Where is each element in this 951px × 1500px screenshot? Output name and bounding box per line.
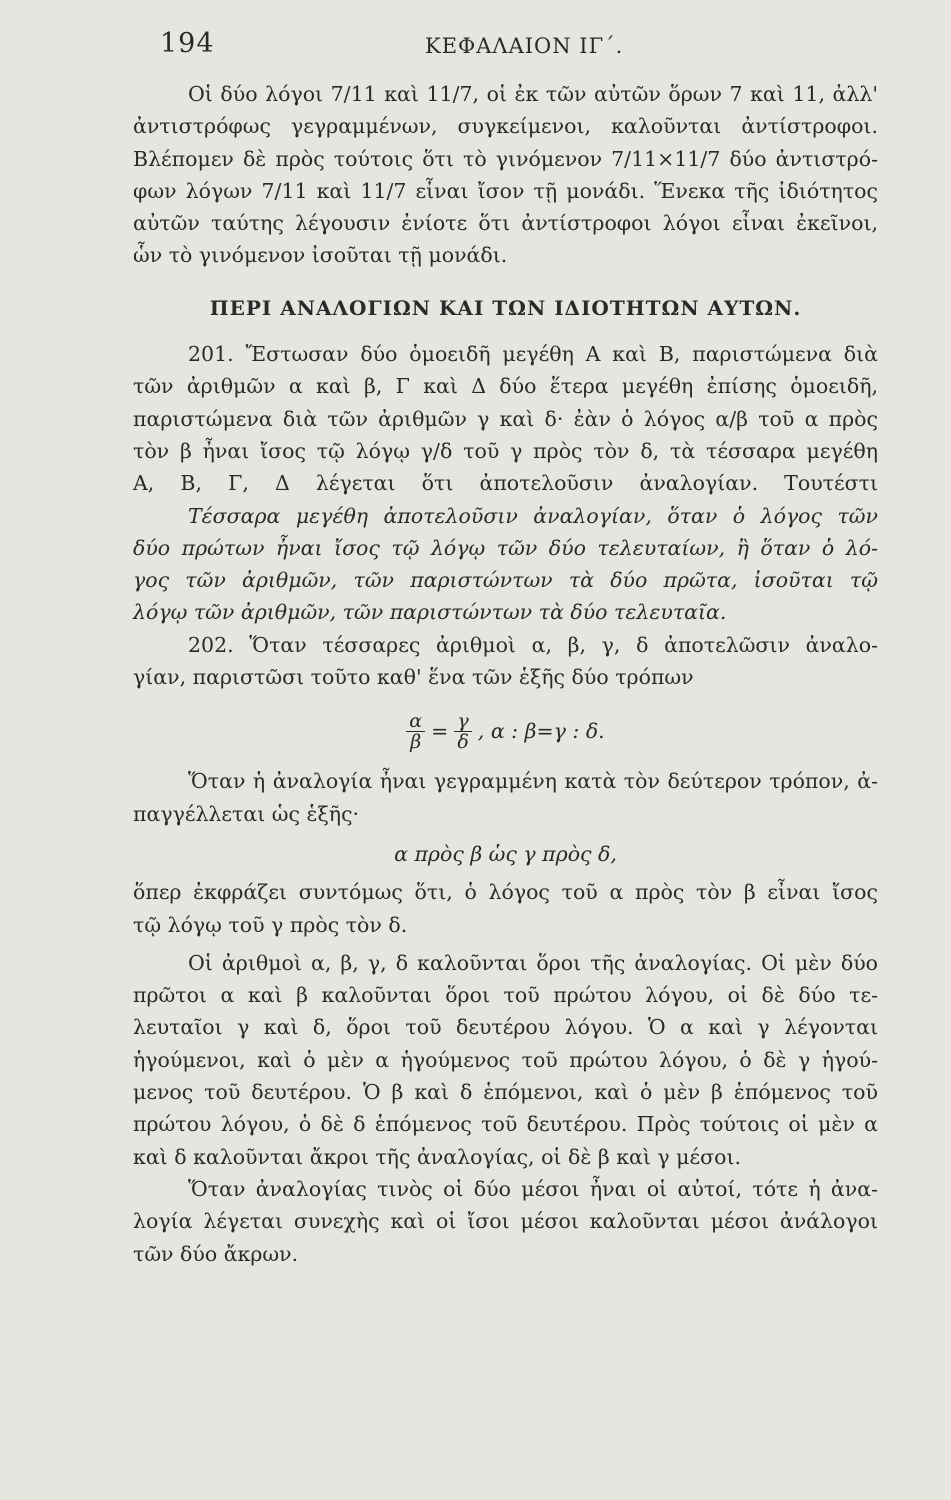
text-line: τῶν ἀριθμῶν α καὶ β, Γ καὶ Δ δύο ἕτερα μεγέθη ἐπίσης ὁμοειδῆ, xyxy=(133,374,878,399)
paragraph-continued-proportion xyxy=(133,1173,878,1270)
paragraph-201 xyxy=(133,338,878,499)
text-line: καὶ δ καλοῦνται ἄκροι τῆς ἀναλογίας, οἱ δὲ β καὶ γ μέσοι. xyxy=(133,1144,742,1169)
text-line: δύο πρώτων ἦναι ἴσος τῷ λόγῳ τῶν δύο τελευταίων, ἢ ὅταν ὁ λό- xyxy=(133,535,878,560)
text-line: τῶν δύο ἄκρων. xyxy=(133,1241,299,1266)
text-line: γίαν, παριστῶσι τοῦτο καθ' ἕνα τῶν ἑξῆς δύο τρόπων xyxy=(133,665,694,690)
text-line: λευταῖοι γ καὶ δ, ὅροι τοῦ δευτέρου λόγου. Ὁ α καὶ γ λέγονται xyxy=(133,1015,878,1040)
text-line: ὧν τὸ γινόμενον ἰσοῦται τῇ μονάδι. xyxy=(133,243,508,268)
text-line: πρώτου λόγου, ὁ δὲ δ ἑπόμενος τοῦ δευτέρου. Πρὸς τούτοις οἱ μὲν α xyxy=(133,1112,878,1137)
chapter-title: ΚΕΦΑΛΑΙΟΝ ΙΓ΄. xyxy=(425,34,624,58)
page-number: 194 xyxy=(160,28,215,59)
text-line: γος τῶν ἀριθμῶν, τῶν παριστώντων τὰ δύο πρῶτα, ἰσοῦται τῷ xyxy=(133,568,878,593)
text-line: παριστώμενα διὰ τῶν ἀριθμῶν γ καὶ δ· ἐὰν ὁ λόγος α/β τοῦ α πρὸς xyxy=(133,406,878,431)
text-line: Ὅταν ἡ ἀναλογία ἦναι γεγραμμένη κατὰ τὸν δεύτερον τρόπον, ἀ- xyxy=(188,769,878,794)
definition-proportion xyxy=(133,500,878,629)
equals-sign: = xyxy=(431,719,449,744)
paragraph-terms xyxy=(133,947,878,1173)
text-line: τὸν β ἦναι ἴσος τῷ λόγῳ γ/δ τοῦ γ πρὸς τὸν δ, τὰ τέσσαρα μεγέθη xyxy=(133,438,878,463)
fraction-numerator: α xyxy=(406,711,425,732)
text-line: ἡγούμενοι, καὶ ὁ μὲν α ἡγούμενος τοῦ πρώτου λόγου, ὁ δὲ γ ἡγού- xyxy=(133,1047,878,1072)
text-line: ἀντιστρόφως γεγραμμένων, συγκείμενοι, καλοῦνται ἀντίστροφοι. xyxy=(133,114,878,139)
text-line: παγγέλλεται ὡς ἑξῆς· xyxy=(133,801,360,826)
text-line: Ὅταν ἀναλογίας τινὸς οἱ δύο μέσοι ἦναι οἱ αὐτοί, τότε ἡ ἀνα- xyxy=(188,1176,878,1201)
text-line: 202. Ὅταν τέσσαρες ἀριθμοὶ α, β, γ, δ ἀποτελῶσιν ἀναλο- xyxy=(188,632,878,657)
text-line: μενος τοῦ δευτέρου. Ὁ β καὶ δ ἑπόμενοι, καὶ ὁ μὲν β ἑπόμενος τοῦ xyxy=(133,1080,878,1105)
text-line: πρῶτοι α καὶ β καλοῦνται ὅροι τοῦ πρώτου λόγου, οἱ δὲ δύο τε- xyxy=(133,983,878,1008)
text-line: αὐτῶν ταύτης λέγουσιν ἐνίοτε ὅτι ἀντίστροφοι λόγοι εἶναι ἐκεῖνοι, xyxy=(133,211,878,236)
paragraph-expression xyxy=(133,876,878,941)
text-line: Α, Β, Γ, Δ λέγεται ὅτι ἀποτελοῦσιν ἀναλογίαν. Τουτέστι xyxy=(133,471,878,496)
fraction-alpha-beta xyxy=(406,711,425,752)
page-body xyxy=(133,78,878,1270)
fraction-numerator: γ xyxy=(454,711,471,732)
fraction-denominator: β xyxy=(410,730,422,753)
text-line: ὅπερ ἐκφράζει συντόμως ὅτι, ὁ λόγος τοῦ α πρὸς τὸν β εἶναι ἴσος xyxy=(133,880,878,905)
fraction-denominator: δ xyxy=(457,730,469,753)
text-line: τῷ λόγῳ τοῦ γ πρὸς τὸν δ. xyxy=(133,912,408,937)
page-header xyxy=(0,28,951,68)
formula-colon-form: , α : β=γ : δ. xyxy=(477,719,605,744)
text-line: 201. Ἔστωσαν δύο ὁμοειδῆ μεγέθη Α καὶ Β, παριστώμενα διὰ xyxy=(188,342,878,367)
read-formula: α πρὸς β ὡς γ πρὸς δ, xyxy=(394,841,617,866)
fraction-gamma-delta xyxy=(454,711,471,752)
text-line: λόγῳ τῶν ἀριθμῶν, τῶν παριστώντων τὰ δύο τελευταῖα. xyxy=(133,600,727,625)
text-line: φων λόγων 7/11 καὶ 11/7 εἶναι ἴσον τῇ μονάδι. Ἕνεκα τῆς ἰδιότητος xyxy=(133,178,878,203)
text-line: Οἱ ἀριθμοὶ α, β, γ, δ καλοῦνται ὅροι τῆς ἀναλογίας. Οἱ μὲν δύο xyxy=(188,950,878,975)
text-line: Βλέπομεν δὲ πρὸς τούτοις ὅτι τὸ γινόμενον 7/11×11/7 δύο ἀντιστρό- xyxy=(133,146,878,171)
paragraph-reading xyxy=(133,765,878,830)
paragraph-reciprocal-ratios xyxy=(133,78,878,272)
paragraph-202 xyxy=(133,629,878,694)
text-line: Τέσσαρα μεγέθη ἀποτελοῦσιν ἀναλογίαν, ὅταν ὁ λόγος τῶν xyxy=(188,503,878,528)
text-line: Οἱ δύο λόγοι 7/11 καὶ 11/7, οἱ ἐκ τῶν αὐτῶν ὅρων 7 καὶ 11, ἀλλ' xyxy=(188,82,878,106)
proportion-formula xyxy=(133,707,878,755)
section-title: ΠΕΡΙ ΑΝΑΛΟΓΙΩΝ ΚΑΙ ΤΩΝ ΙΔΙΟΤΗΤΩΝ ΑΥΤΩΝ. xyxy=(209,295,802,320)
text-line: λογία λέγεται συνεχὴς καὶ οἱ ἴσοι μέσοι καλοῦνται μέσοι ἀνάλογοι xyxy=(133,1209,878,1234)
